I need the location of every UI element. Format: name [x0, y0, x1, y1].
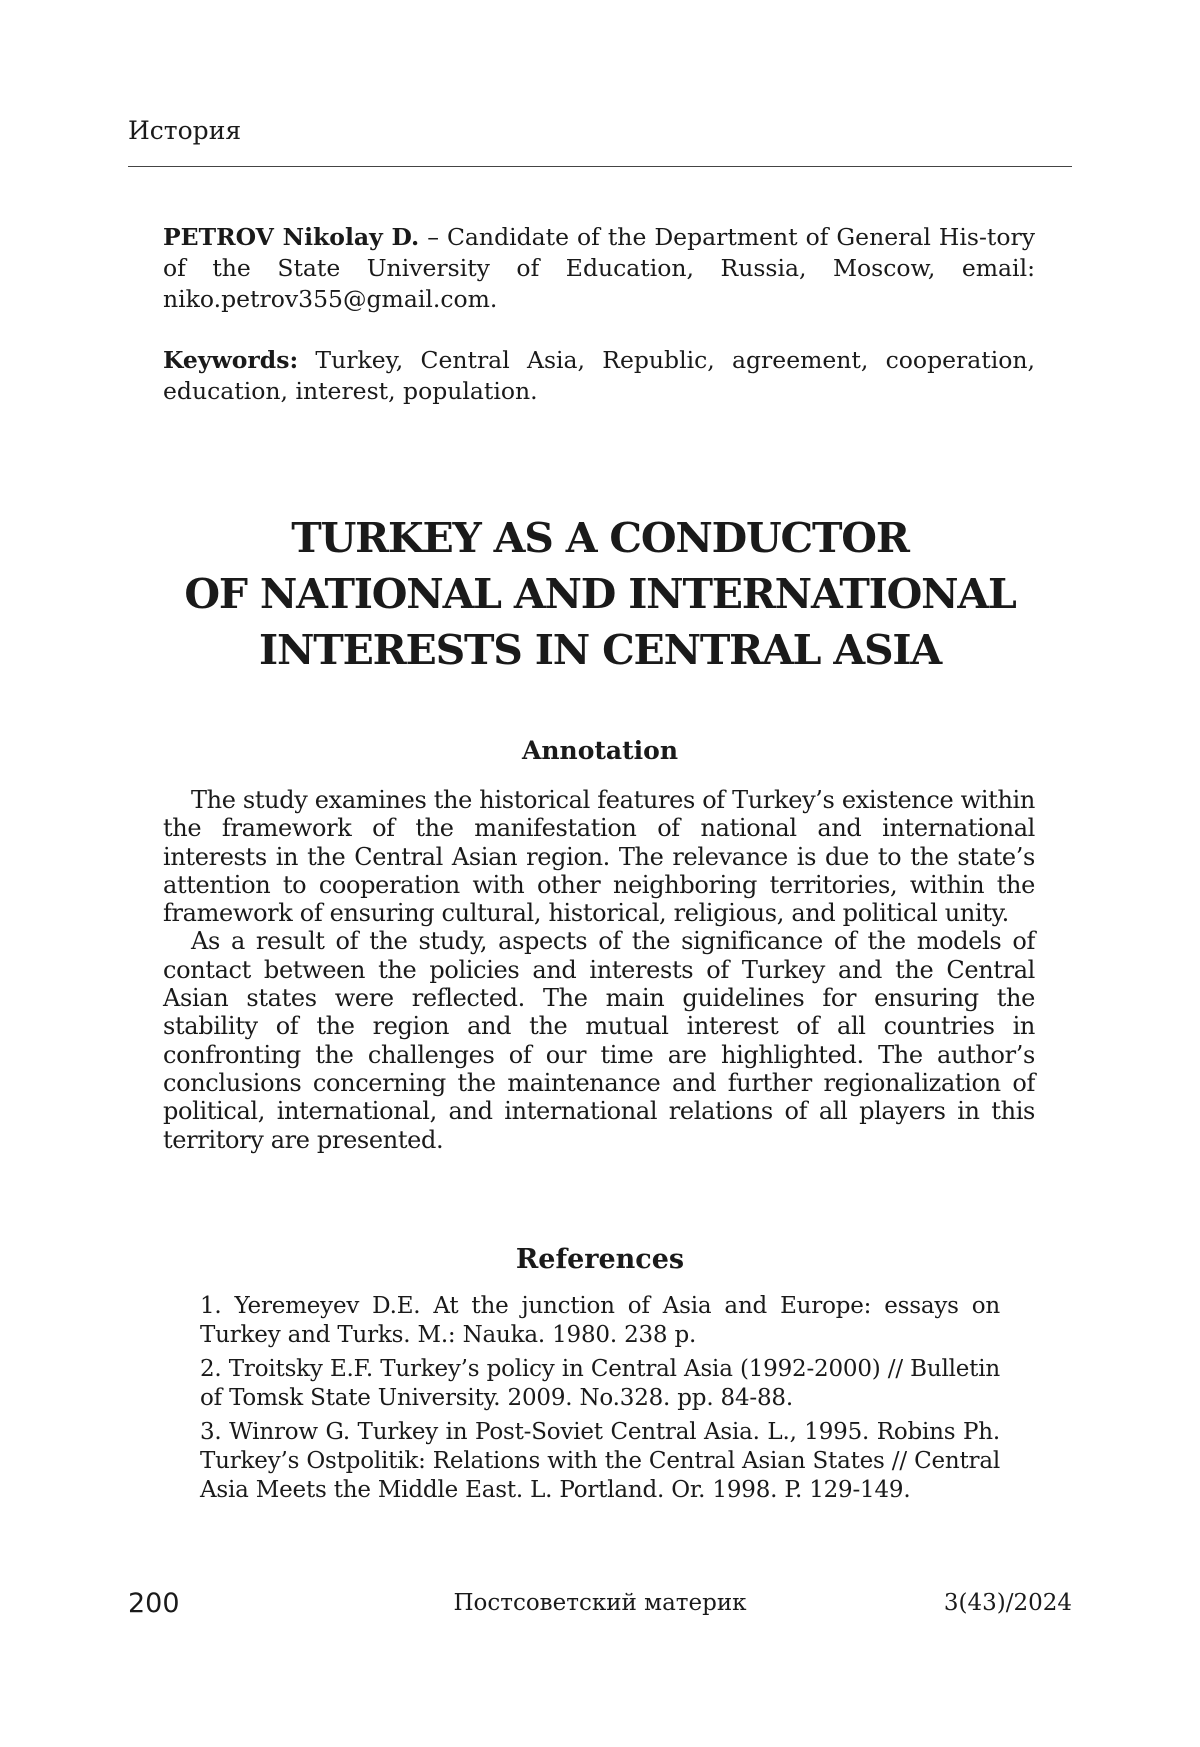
page-number: 200: [128, 1588, 180, 1619]
keywords: [163, 345, 1035, 407]
journal-name: Постсоветский материк: [453, 1590, 747, 1616]
annotation-paragraph: As a result of the study, aspects of the significance of the models of contact between the policies and interests of Turkey and the Central Asian states were reflected. The main guidelines for ensuring the stability of the region and the mutual interest of all countries in confronting the challenges of our time are highlighted. The author’s conclusions concerning the maintenance and further regionalization of political, international, and international relations of all players in this territory are presented.: [163, 927, 1035, 1154]
author-info: [163, 222, 1035, 315]
author-name: PETROV Nikolay D.: [163, 223, 420, 251]
keywords-label: Keywords:: [163, 346, 299, 374]
reference-item: 1. Yeremeyev D.E. At the junction of Asia and Europe: essays on Turkey and Turks. M.: Nauka. 1980. 238 p.: [200, 1293, 1000, 1348]
references-heading: References: [515, 1244, 685, 1275]
keywords-text: Turkey, Central Asia, Republic, agreement, cooperation, education, interest, population.: [163, 346, 1035, 405]
annotation-heading: Annotation: [521, 736, 679, 765]
reference-item: 3. Winrow G. Turkey in Post-Soviet Central Asia. L., 1995. Robins Ph. Turkey’s Ostpolitik: Relations with the Central Asian States // Central Asia Meets the Middle East. L. Portland. Or. 1998. P. 129-149.: [200, 1419, 1000, 1503]
issue-number: 3(43)/2024: [943, 1590, 1072, 1616]
reference-item: 2. Troitsky E.F. Turkey’s policy in Central Asia (1992-2000) // Bulletin of Tomsk State University. 2009. No.328. pp. 84-88.: [200, 1356, 1000, 1411]
article-title: [128, 510, 1072, 678]
references-list: [200, 1292, 1000, 1510]
title-line: TURKEY AS A CONDUCTOR: [291, 514, 909, 562]
running-head: История: [128, 116, 242, 145]
title-line: INTERESTS IN CENTRAL ASIA: [259, 626, 941, 674]
annotation-body: [163, 786, 1035, 1154]
header-rule: [128, 166, 1072, 167]
annotation-paragraph: The study examines the historical features of Turkey’s existence within the framework of the manifestation of national and international interests in the Central Asian region. The relevance is due to the state’s attention to cooperation with other neighboring territories, within the framework of ensuring cultural, historical, religious, and political unity.: [163, 786, 1035, 928]
author-description: – Candidate of the Department of General His-tory of the State University of Education, Russia, Moscow, email: niko.petrov355@gmail.com.: [163, 223, 1035, 313]
title-line: OF NATIONAL AND INTERNATIONAL: [184, 570, 1016, 618]
